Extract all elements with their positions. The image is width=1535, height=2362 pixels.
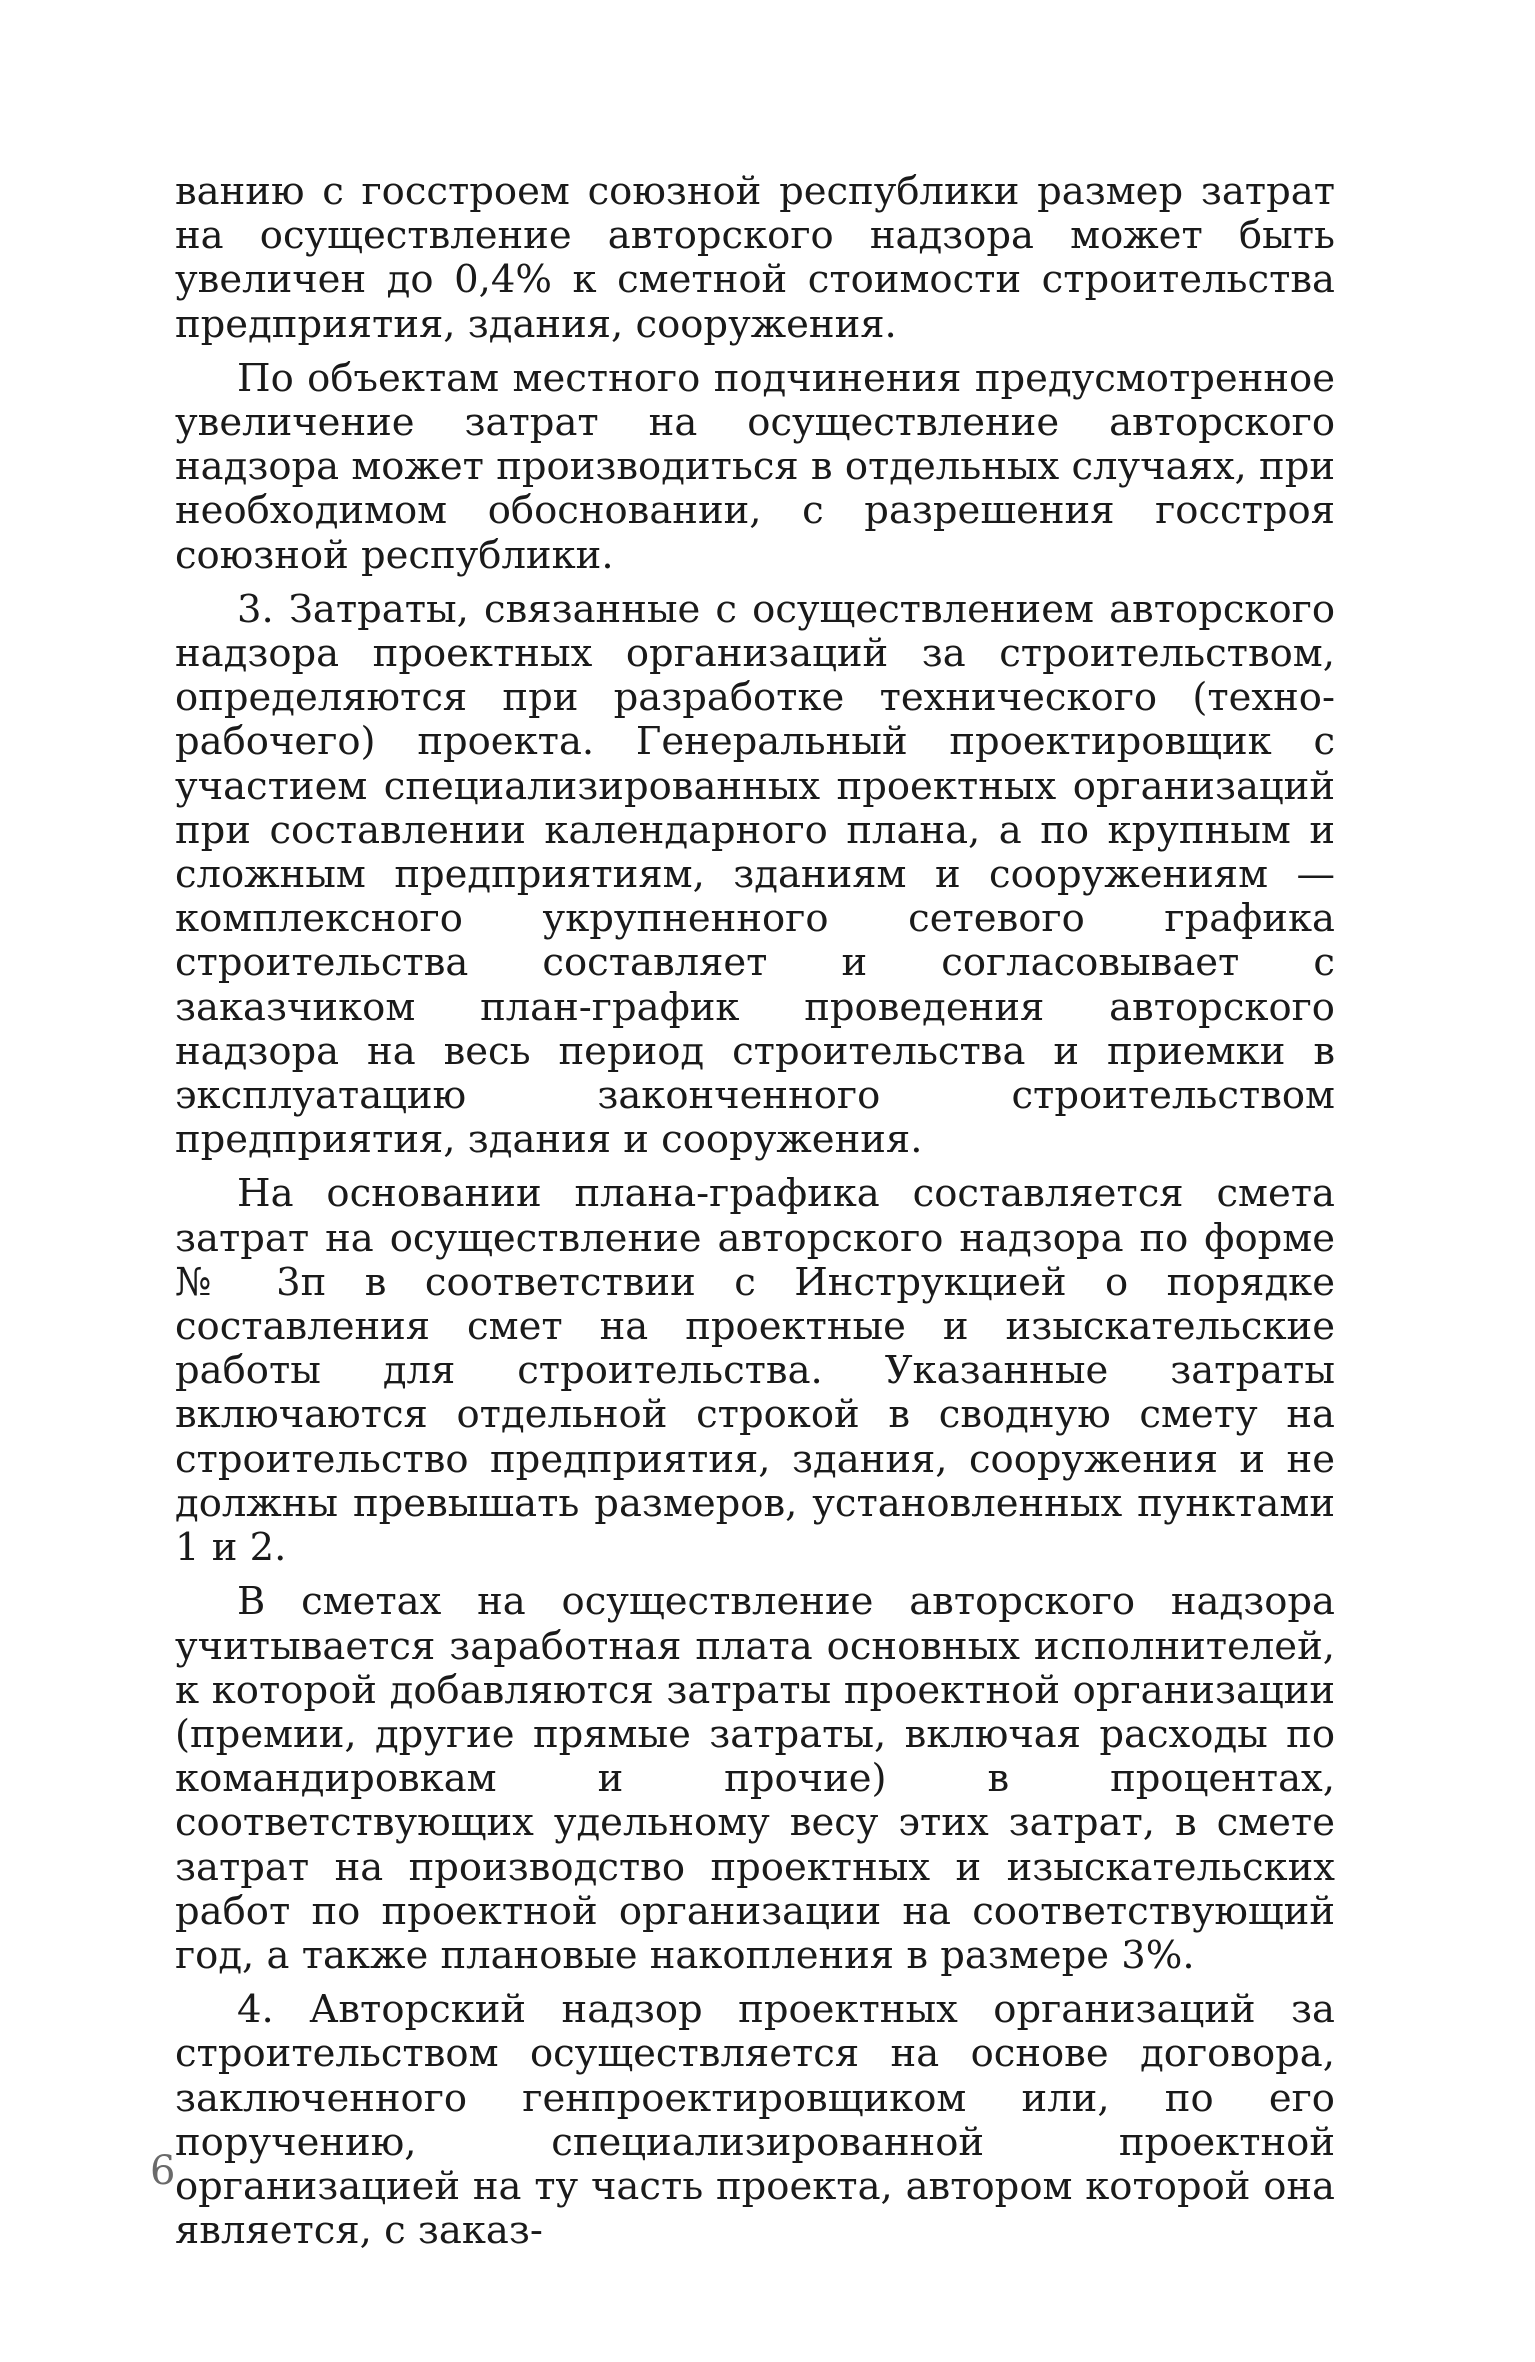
paragraph-estimate-costs: В сметах на осуществление авторского надзора учитывается заработная плата основных исполнителей, к которой добавляются затраты проектной организации (премии, другие прямые затраты, включая расходы по командировкам и прочие) в процентах, соответствующих удельному весу этих затрат, в смете затрат на производство проектных и изыскательских работ по проектной организации на соответствующий год, а также плановые накопления в размере 3%. [175,1579,1335,1978]
page-number: 6 [150,2148,176,2194]
paragraph-continuation: ванию с госстроем союзной республики размер затрат на осуществление авторского надзора может быть увеличен до 0,4% к сметной стоимости строительства предприятия, здания, сооружения. [175,169,1335,347]
paragraph-item-4: 4. Авторский надзор проектных организаций за строительством осуществляется на основе договора, заключенного генпроектировщиком или, по его поручению, специализированной проектной организацией на ту часть проекта, автором которой она является, с заказ- [175,1987,1335,2254]
paragraph-item-3: 3. Затраты, связанные с осуществлением авторского надзора проектных организаций за строительством, определяются при разработке технического (техно-рабочего) проекта. Генеральный проектировщик с участием специализированных проектных организаций при составлении календарного плана, а по крупным и сложным предприятиям, зданиям и сооружениям — комплексного укрупненного сетевого графика строительства составляет и согласовывает с заказчиком план-график проведения авторского надзора на весь период строительства и приемки в эксплуатацию законченного строительством предприятия, здания и сооружения. [175,586,1335,1163]
paragraph-schedule-estimate: На основании плана-графика составляется смета затрат на осуществление авторского надзора по форме № 3п в соответствии с Инструкцией о порядке составления смет на проектные и изыскательские работы для строительства. Указанные затраты включаются отдельной строкой в сводную смету на строительство предприятия, здания, сооружения и не должны превышать размеров, установленных пунктами 1 и 2. [175,1171,1335,1571]
body-text [175,170,1335,2253]
paragraph-local-objects: По объектам местного подчинения предусмотренное увеличение затрат на осуществление авторского надзора может производиться в отдельных случаях, при необходимом обосновании, с разрешения госстроя союзной республики. [175,355,1335,578]
